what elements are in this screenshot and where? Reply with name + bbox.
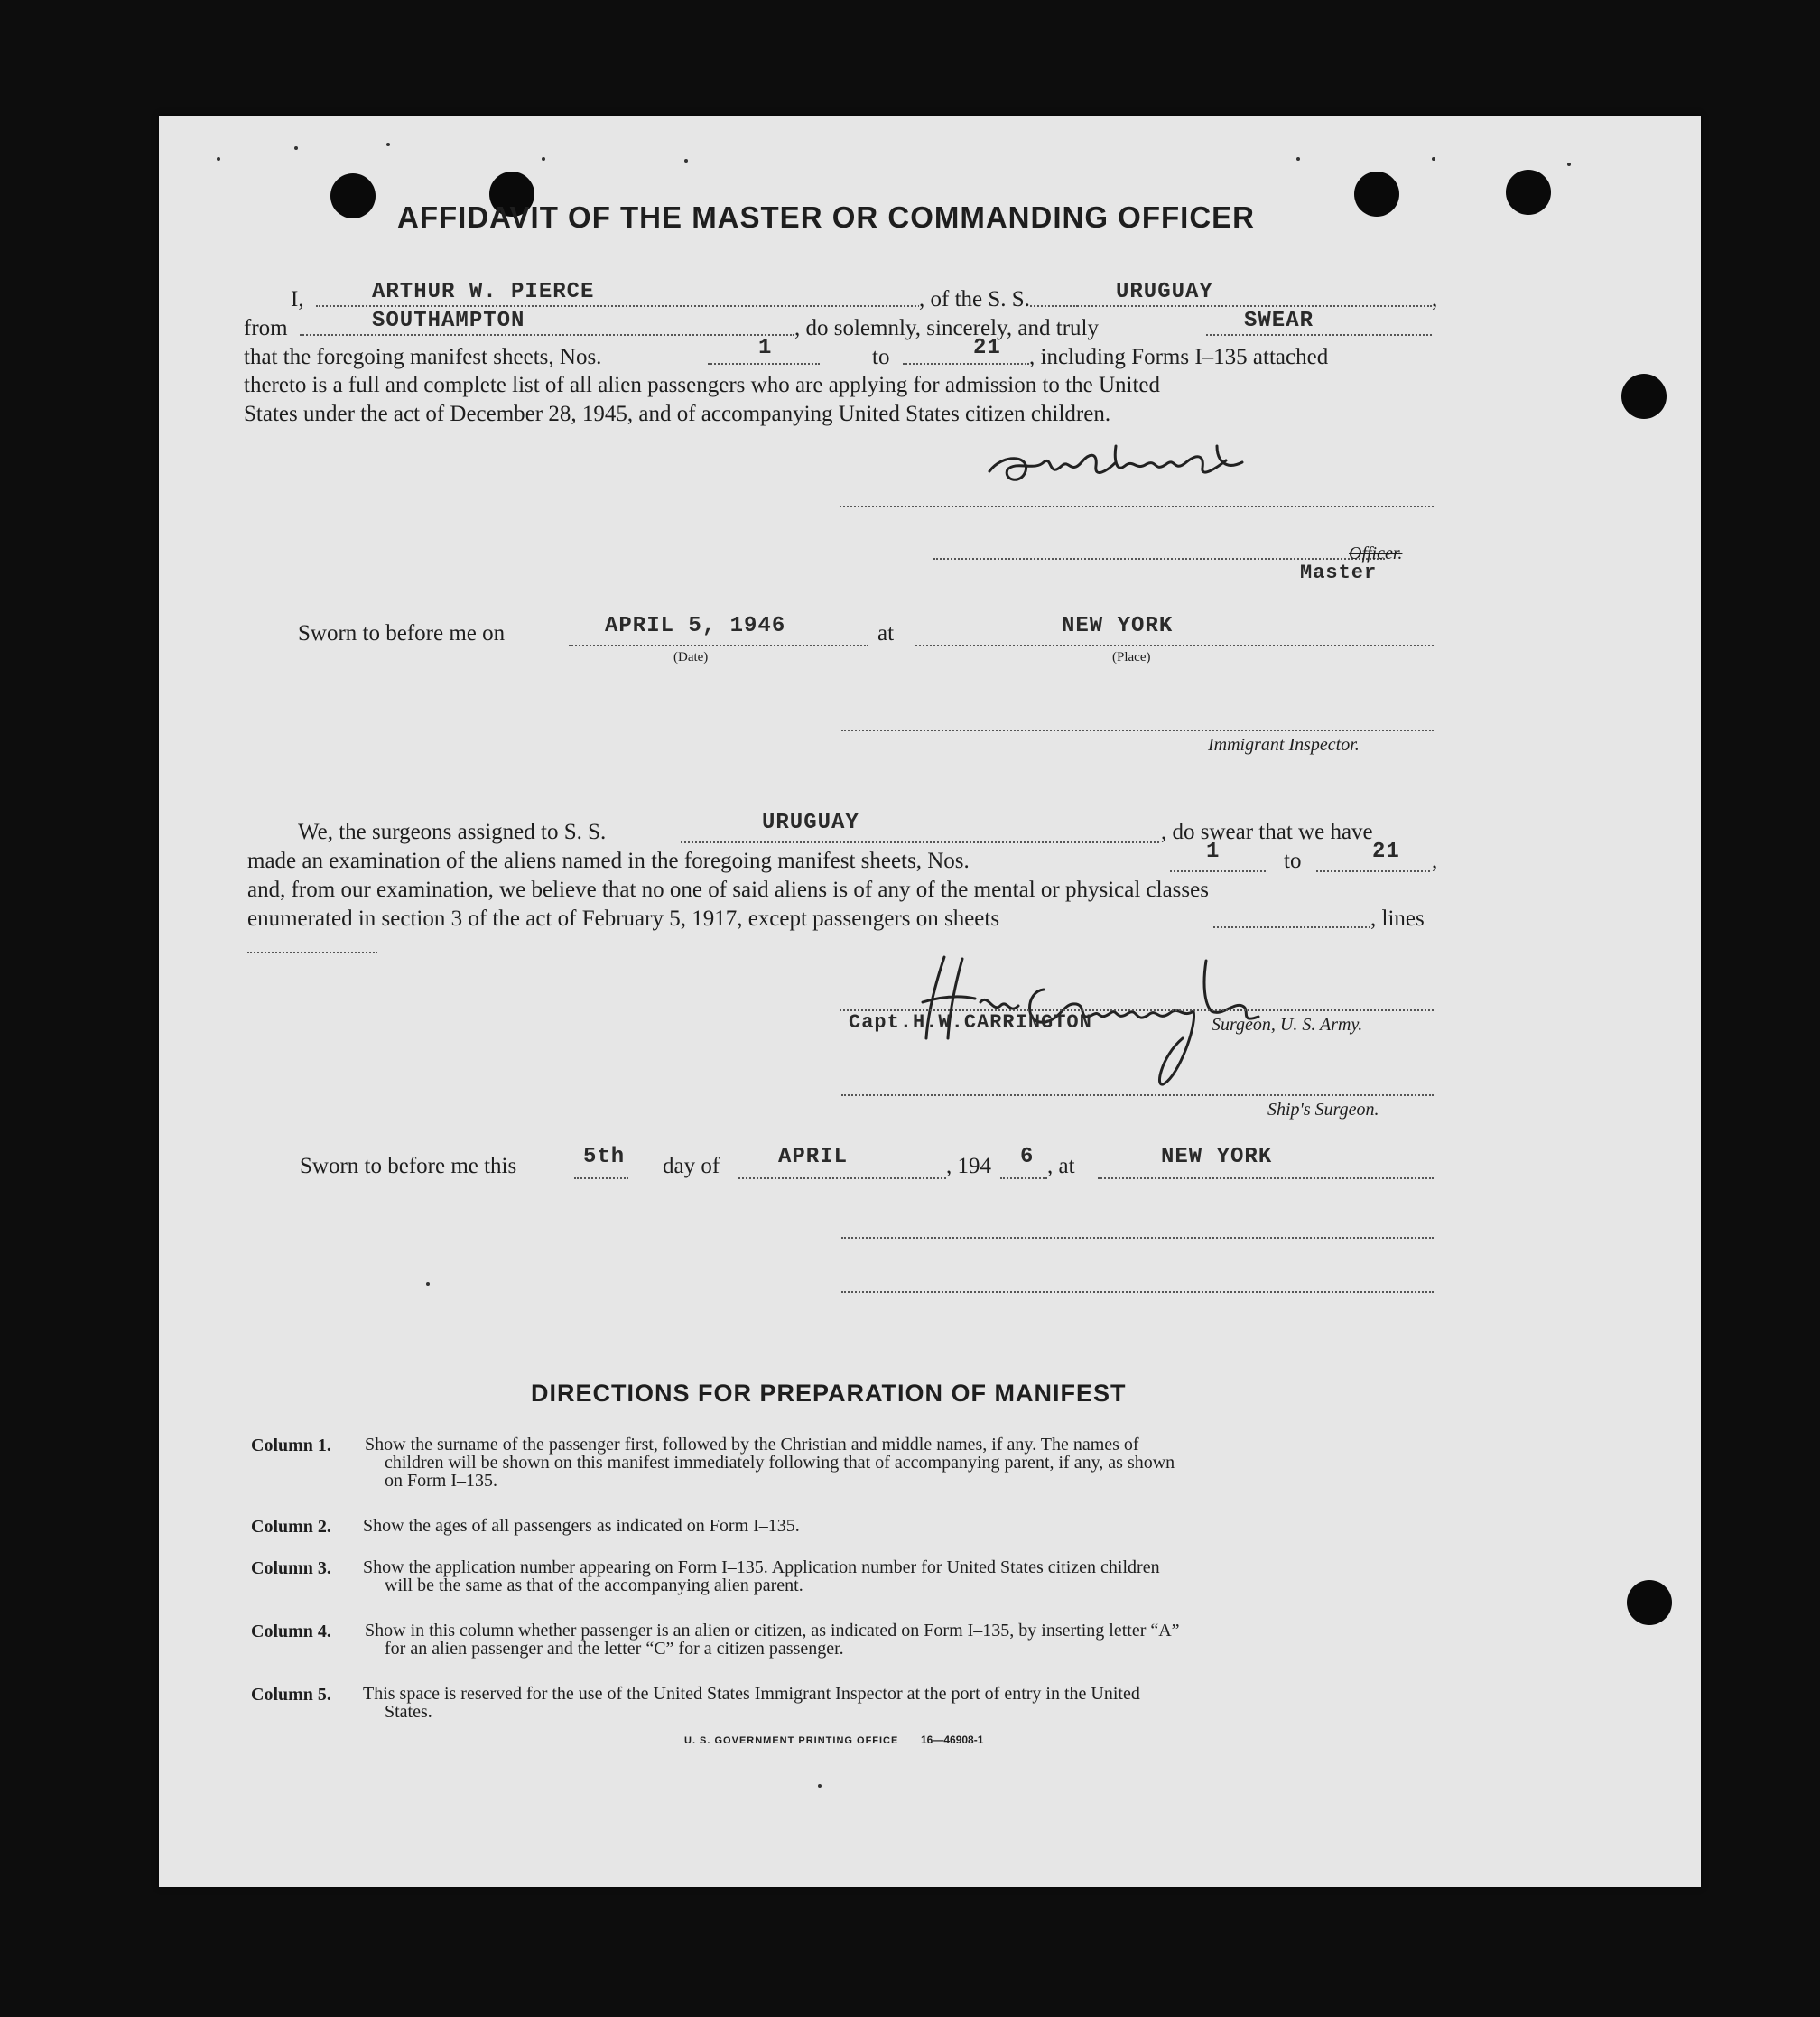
sworn-label: Sworn to before me on [298, 621, 506, 646]
sheet-from-field [708, 363, 820, 365]
oath-word: SWEAR [1244, 309, 1314, 333]
inspector-label: Immigrant Inspector. [1208, 735, 1360, 755]
affidavit-line-3: thereto is a full and complete list of all alien passengers who are applying for admission to the United [244, 373, 1161, 397]
surgeons-line-3: and, from our examination, we believe that no one of said aliens is of any of the mental or physical classes [247, 878, 1209, 902]
ships-surgeon-label: Ship's Surgeon. [1268, 1100, 1379, 1120]
master-label: Master [1300, 562, 1378, 584]
officer-label: Officer. [1349, 544, 1403, 563]
column-5-line-1: This space is reserved for the use of the United States Immigrant Inspector at the port of entry in the United [363, 1684, 1140, 1704]
paper-speck [426, 1282, 430, 1286]
paper-speck [294, 146, 298, 150]
paper-speck [542, 157, 545, 161]
surgeons-label: We, the surgeons assigned to S. S. [298, 820, 607, 844]
column-4-line-1: Show in this column whether passenger is an alien or citizen, as indicated on Form I–135, by inserting letter “A” [365, 1621, 1180, 1641]
except-lines-field [247, 952, 377, 953]
column-3-label: Column 3. [251, 1558, 331, 1578]
column-5-label: Column 5. [251, 1685, 331, 1705]
surgeon-signature-line [840, 1009, 1434, 1011]
surgeon-title: Surgeon, U. S. Army. [1212, 1015, 1363, 1035]
place-caption: (Place) [1112, 650, 1151, 665]
column-1-line-2: children will be shown on this manifest immediately following that of accompanying parent, if any, as shown [385, 1453, 1175, 1473]
month-field [738, 1177, 946, 1179]
paper-speck [1567, 163, 1571, 166]
paper-speck [217, 157, 220, 161]
column-3-line-1: Show the application number appearing on Form I–135. Application number for United States citizen children [363, 1557, 1160, 1577]
column-1-line-1: Show the surname of the passenger first, followed by the Christian and middle names, if any. The names of [365, 1435, 1139, 1455]
punch-hole [330, 173, 376, 218]
day-field [574, 1177, 628, 1179]
oath-field [1206, 334, 1432, 336]
day-of-label: day of [663, 1154, 720, 1178]
master-signature-line [840, 506, 1434, 507]
surgeons-line-4: enumerated in section 3 of the act of February 5, 1917, except passengers on sheets [247, 906, 1000, 931]
inspector-signature-line [841, 1237, 1434, 1239]
surgeons-to-label: to [1284, 849, 1302, 873]
surgeons-swear-label: , do swear that we have [1161, 820, 1373, 844]
sheet-to: 21 [973, 336, 1001, 360]
form-title: AFFIDAVIT OF THE MASTER OR COMMANDING OFFICER [397, 200, 1256, 234]
column-2-label: Column 2. [251, 1517, 331, 1537]
including-label: , including Forms I–135 attached [1029, 345, 1329, 369]
from-label: from [244, 316, 288, 340]
foregoing-label: that the foregoing manifest sheets, Nos. [244, 345, 602, 369]
printing-office-footer: U. S. GOVERNMENT PRINTING OFFICE [684, 1735, 899, 1746]
inspector-signature-line [841, 730, 1434, 731]
from-port: SOUTHAMPTON [372, 309, 525, 333]
sworn-year-digit: 6 [1020, 1145, 1035, 1169]
sheet-from: 1 [758, 336, 773, 360]
sworn-place: NEW YORK [1161, 1145, 1273, 1169]
surgeons-sheet-from-field [1170, 870, 1266, 872]
of-ship-label: , of the S. S. [919, 287, 1030, 311]
sworn-place: NEW YORK [1062, 614, 1174, 638]
paper-speck [1296, 157, 1300, 161]
officer-signature-line [933, 558, 1385, 560]
punch-hole [1621, 374, 1667, 419]
ship-name: URUGUAY [1116, 280, 1213, 304]
column-3-line-2: will be the same as that of the accompanying alien parent. [385, 1575, 803, 1595]
paper-speck [1432, 157, 1435, 161]
ship-field [1063, 305, 1432, 307]
sworn-at-label: at [878, 621, 895, 646]
sheet-to-field [903, 363, 1029, 365]
sworn-day: 5th [583, 1145, 626, 1169]
surgeon-name: Capt.H.W.CARRINGTON [849, 1011, 1092, 1034]
date-caption: (Date) [673, 650, 709, 665]
form-code-footer: 16—46908-1 [921, 1734, 984, 1746]
solemnly-label: , do solemnly, sincerely, and truly [794, 316, 1099, 340]
except-sheets-field [1213, 926, 1370, 928]
column-4-line-2: for an alien passenger and the letter “C” for a citizen passenger. [385, 1639, 844, 1659]
sworn-date: APRIL 5, 1946 [605, 614, 786, 638]
affidavit-form-sheet [159, 116, 1701, 1887]
i-label: I, [291, 287, 304, 311]
comma: , [1432, 287, 1438, 311]
ships-surgeon-signature-line [841, 1094, 1434, 1096]
punch-hole [1354, 172, 1399, 217]
surgeons-sheet-to: 21 [1372, 840, 1400, 864]
column-2-line-1: Show the ages of all passengers as indicated on Form I–135. [363, 1516, 800, 1536]
sworn-place-field [915, 645, 1434, 646]
from-port-field [300, 334, 794, 336]
column-1-label: Column 1. [251, 1436, 331, 1455]
surgeons-line-2: made an examination of the aliens named in the foregoing manifest sheets, Nos. [247, 849, 970, 873]
to-label: to [872, 345, 890, 369]
surgeons-sheet-to-field [1316, 870, 1430, 872]
inspector-signature-line [841, 1291, 1434, 1293]
year-field [1000, 1177, 1047, 1179]
paper-speck [386, 143, 390, 146]
paper-speck [818, 1784, 822, 1788]
master-signature [980, 435, 1269, 498]
paper-speck [684, 159, 688, 163]
column-1-line-3: on Form I–135. [385, 1471, 497, 1491]
column-5-line-2: States. [385, 1702, 432, 1722]
year-prefix: , 194 [946, 1154, 991, 1178]
directions-title: DIRECTIONS FOR PREPARATION OF MANIFEST [531, 1380, 1127, 1407]
surgeons-ship: URUGUAY [762, 811, 859, 835]
punch-hole [1506, 170, 1551, 215]
lines-label: , lines [1370, 906, 1425, 931]
sworn-at-label: , at [1047, 1154, 1075, 1178]
sworn-this-label: Sworn to before me this [300, 1154, 517, 1178]
sworn-place-field [1098, 1177, 1434, 1179]
surgeons-ship-field [681, 841, 1159, 843]
comma: , [1432, 849, 1438, 873]
affidavit-line-4: States under the act of December 28, 1945, and of accompanying United States citizen children. [244, 402, 1111, 426]
sworn-date-field [569, 645, 868, 646]
master-name: ARTHUR W. PIERCE [372, 280, 595, 304]
sworn-month: APRIL [778, 1145, 849, 1169]
punch-hole [1627, 1580, 1672, 1625]
surgeons-sheet-from: 1 [1206, 840, 1221, 864]
column-4-label: Column 4. [251, 1622, 331, 1641]
